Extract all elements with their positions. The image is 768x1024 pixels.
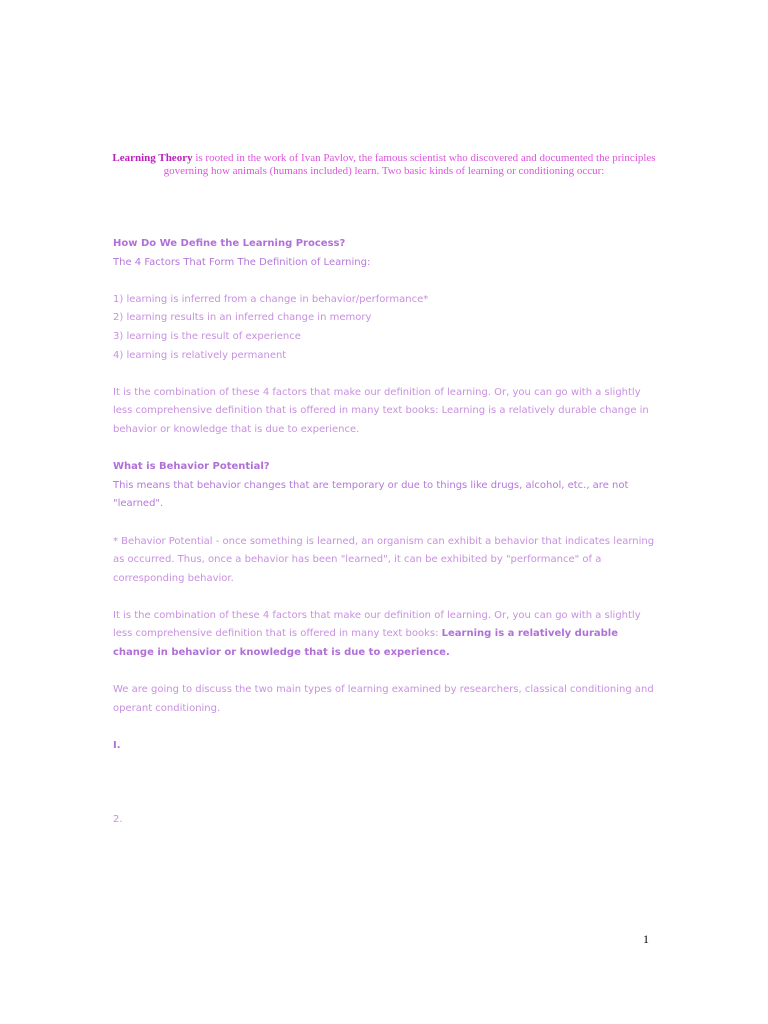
spacer: [113, 756, 658, 812]
behavior-potential-heading: What is Behavior Potential?: [113, 461, 270, 473]
list-item-one: I.: [113, 740, 121, 752]
list-item-two: 2.: [113, 814, 123, 826]
spacer: [113, 718, 658, 737]
intro-paragraph: [110, 152, 658, 178]
intro-bold-term: Learning Theory: [112, 152, 193, 164]
behavior-potential-footnote: * Behavior Potential - once something is learned, an organism can exhibit a behavior that indicates learning as occurred. Thus, once a behavior has been "learned", it can be exhibited by "performance" of a corresponding behavior.: [113, 535, 655, 584]
spacer: [113, 588, 658, 607]
page-number: 1: [643, 932, 649, 946]
definition-heading: How Do We Define the Learning Process?: [113, 238, 346, 249]
document-body: [113, 235, 658, 830]
intro-text: is rooted in the work of Ivan Pavlov, the famous scientist who discovered and documented the principles governing how animals (humans included) learn. Two basic kinds of learning or conditioning occur:: [163, 152, 656, 177]
repeat-summary-bold: Learning is a relatively durable change in behavior or knowledge that is due to experience.: [113, 628, 619, 659]
spacer: [113, 514, 658, 533]
behavior-potential-text: This means that behavior changes that are temporary or due to things like drugs, alcohol, etc., are not "learned".: [113, 479, 629, 510]
repeat-summary: [113, 607, 658, 663]
definition-subheading: The 4 Factors That Form The Definition of Learning:: [113, 256, 371, 268]
types-paragraph: We are going to discuss the two main types of learning examined by researchers, classical conditioning and operant conditioning.: [113, 684, 654, 714]
factor-item: 3) learning is the result of experience: [113, 330, 301, 342]
spacer: [113, 272, 658, 291]
spacer: [113, 663, 658, 682]
factor-item: 4) learning is relatively permanent: [113, 349, 287, 361]
repeat-summary-text: It is the combination of these 4 factors that make our definition of learning. Or, you can go with a slightly less comprehensive definition that is offered in many text books:: [113, 609, 641, 640]
spacer: [113, 440, 658, 459]
definition-summary: It is the combination of these 4 factors that make our definition of learning. Or, you can go with a slightly less comprehensive definition that is offered in many text books: Learning is a relatively durable change in behavior or knowledge that is due to experience.: [113, 386, 649, 435]
factor-item: 2) learning results in an inferred change in memory: [113, 312, 372, 324]
factor-item: 1) learning is inferred from a change in behavior/performance*: [113, 293, 429, 305]
spacer: [113, 365, 658, 384]
